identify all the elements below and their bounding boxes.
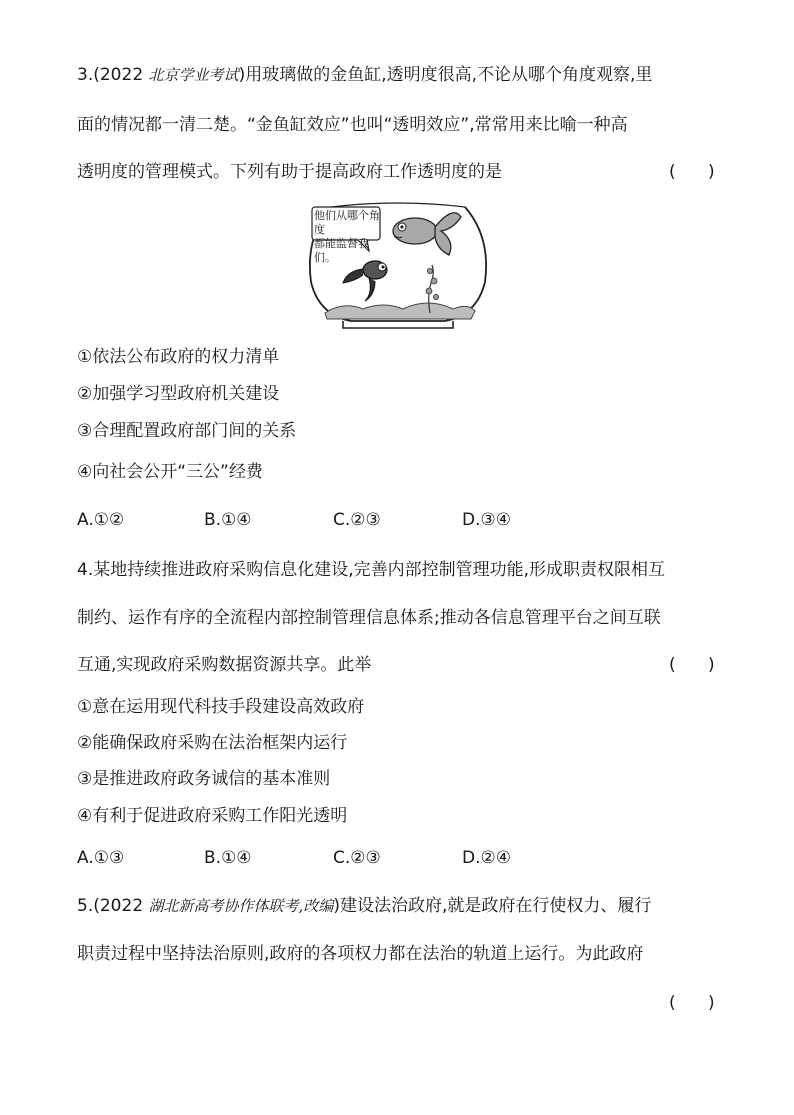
q3-item-3: ③合理配置政府部门间的关系 [77, 421, 297, 441]
q3-stem-text-1: )用玻璃做的金鱼缸,透明度很高,不论从哪个角度观察,里 [238, 65, 653, 85]
q4-item-3: ③是推进政府政务诚信的基本准则 [77, 769, 331, 789]
speech-bubble-line-2: 都能监督我们。 [314, 237, 369, 264]
q4-option-a[interactable]: A.①③ [77, 848, 125, 868]
q3-item-1: ①依法公布政府的权力清单 [77, 347, 280, 367]
q4-stem-line-3: 互通,实现政府采购数据资源共享。此举 [77, 655, 372, 675]
q3-stem-line-2: 面的情况都一清二楚。“金鱼缸效应”也叫“透明效应”,常常用来比喻一种高 [77, 115, 628, 135]
q5-stem-line-2: 职责过程中坚持法治原则,政府的各项权力都在法治的轨道上运行。为此政府 [77, 944, 644, 964]
q4-option-c[interactable]: C.②③ [333, 848, 381, 868]
q4-item-2: ②能确保政府采购在法治框架内运行 [77, 733, 348, 753]
q5-stem-line-1 [77, 894, 651, 918]
q4-stem-line-2: 制约、运作有序的全流程内部控制管理信息体系;推动各信息管理平台之间互联 [77, 608, 661, 628]
q4-stem-line-1: 4.某地持续推进政府采购信息化建设,完善内部控制管理功能,形成职责权限相互 [77, 560, 666, 580]
q5-source: 湖北新高考协作体联考,改编 [148, 897, 334, 915]
speech-bubble [314, 209, 380, 265]
q3-stem-line-1 [77, 63, 652, 87]
q3-option-c[interactable]: C.②③ [333, 510, 381, 530]
q3-stem-line-3: 透明度的管理模式。下列有助于提高政府工作透明度的是 [77, 162, 502, 182]
q5-answer-paren: ( ) [669, 993, 715, 1013]
q4-option-d[interactable]: D.②④ [462, 848, 511, 868]
q4-answer-paren: ( ) [669, 655, 715, 675]
q3-option-a[interactable]: A.①② [77, 510, 125, 530]
q3-year: (2022 [93, 65, 149, 85]
q3-option-d[interactable]: D.③④ [462, 510, 511, 530]
fishbowl-cartoon [303, 197, 493, 332]
q3-option-b[interactable]: B.①④ [204, 510, 252, 530]
q3-answer-paren: ( ) [669, 162, 715, 182]
q4-item-4: ④有利于促进政府采购工作阳光透明 [77, 806, 348, 826]
speech-bubble-line-1: 他们从哪个角度 [314, 209, 380, 236]
q4-item-1: ①意在运用现代科技手段建设高效政府 [77, 697, 365, 717]
q5-number: 5. [77, 896, 94, 916]
q5-stem-text-1: )建设法治政府,就是政府在行使权力、履行 [333, 896, 652, 916]
q3-item-2: ②加强学习型政府机关建设 [77, 384, 280, 404]
q3-item-4: ④向社会公开“三公”经费 [77, 462, 263, 482]
q3-source: 北京学业考试 [148, 66, 239, 84]
q4-option-b[interactable]: B.①④ [204, 848, 252, 868]
q3-number: 3. [77, 65, 94, 85]
q5-year: (2022 [93, 896, 149, 916]
